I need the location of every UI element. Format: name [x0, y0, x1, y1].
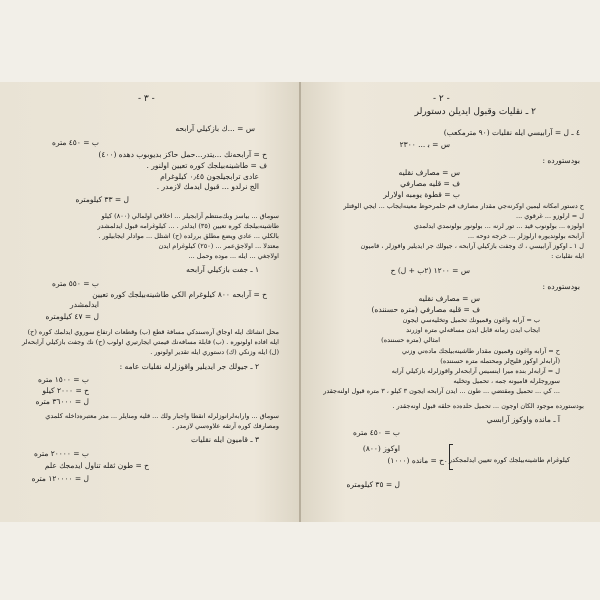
right-line-23: ل = آرابه‌لر بنده ميرا اينسيس آرابحه‌لر واقوزلرله بازكيلي آرابه — [391, 367, 560, 375]
right-line-8: ح دستور امكانه ليمين اوكرنه‌جي مقدار مصارف قم حلمرحوظ معينه‌ايجاب ... ايجي الوقتلر — [343, 202, 584, 210]
right-line-12: ل ١ ـ اوكوز آرابيسي ، ك وجفت بازكيلي آرابحه ، جيولك جر ايديلير واقوزلر ، قاميون — [360, 242, 584, 250]
right-line-19: ايجاب ايدن زمانه قابل ايدن مسافه‌لي متره اوزرند — [406, 326, 540, 334]
right-line-29: اوكوز (٨٠٠) — [362, 444, 400, 453]
left-line-26: ومصارفك كوره آرتقه علاوه‌سي لازمدر . — [172, 422, 279, 430]
left-line-11: معتدلا ... اولاجق‌عمر ... (٢٥٠) كيلوغرام ايدن — [158, 242, 279, 250]
book-spread — [0, 82, 600, 522]
left-line-13: ١ ـ جفت بازكيلي آرابحه — [186, 265, 259, 274]
right-line-28: ب = ٤٥٠ متره — [353, 428, 400, 437]
right-line-22: (آرابه‌لر اوكوز فليح‌لر ومحتمله متره حسننده) — [440, 357, 560, 365]
right-line-6: ف = قليه مصارفي — [400, 179, 460, 188]
right-line-27: آ ـ مانده واوكوز آرابسي — [486, 415, 560, 424]
right-line-9: ل = ارلوزو ... غرقوي ... — [516, 212, 584, 220]
right-line-18: ب = آرابه واغون وقميونك تحميل وتخليه‌سي ايجون — [402, 316, 540, 324]
left-line-17: ل = ٤٧ كيلومتره — [45, 312, 99, 321]
right-line-2: ٤ ـ ل = آرابيسي ايله نقليات (٩٠ مترمكعب) — [443, 128, 580, 137]
right-heading: ٢ ـ نقليات وقبول ايديلن دستورلر — [414, 107, 536, 117]
left-line-23: ح = ٢٠٠٠ كيلو — [42, 386, 89, 395]
left-line-5: عادى ترابجيلجون ٠٫٤٥ كيلوغرام — [160, 172, 259, 181]
left-line-6: الج نرلدو ... قبول ايدمك لازمدر . — [156, 182, 259, 191]
left-page — [0, 82, 299, 522]
left-line-4: ف = طاشينه‌بيلجك كوره تعيين اولنور . — [146, 161, 267, 170]
right-line-25: ... كي ... تحميل ومقتضي ... طون ... ايدن آرابحه ايجون ٣ كيلو ، ٣ متره قبول اولنه‌جقدر — [323, 387, 560, 395]
left-line-14: ب = ٥٥٠ متره — [52, 279, 99, 288]
left-line-16: ايدلمشدر — [70, 300, 99, 309]
left-line-9: طاشينه‌بيلجك كوره تعيين (٣٥) ايدلدر . ... كيلوغرامه قبول ايدلمشدر — [97, 222, 279, 230]
left-line-22: ب = ١٥٠٠ متره — [38, 375, 89, 384]
left-line-15: ح = آرابحه ٨٠٠ كيلوغرام الكي طاشينه‌بيلجك كوره تعيين — [92, 290, 267, 299]
left-line-27: ٣ ـ قاميون ايله نقليات — [191, 435, 259, 444]
left-line-28: ب = ٢٠٠٠٠ متره — [33, 449, 89, 458]
right-line-10: اولوزه ... بولونوب قيد ... تور لرنه ... بولونور بولونمدي ايدلمدي — [413, 222, 584, 230]
right-page-number: - ٢ - — [433, 94, 450, 104]
left-line-3: ح = آرابحه‌نك ...يتدر...حمل حاكز بديوبوب دهده (٤٠٠) — [98, 150, 267, 159]
left-page-number: - ٣ - — [138, 94, 155, 104]
right-line-17: ف = قليه مصارفي (متره حسننده) — [371, 305, 480, 314]
right-line-14: س = ١٢٠٠ (٢ب + ل) ح — [390, 266, 470, 275]
left-line-24: ل = ٣٦٠٠٠ متره — [35, 397, 89, 406]
left-line-8: سوماق ... بياسز وبك‌منتظم آرابجيلر ... اخلاقي اولمالي (٨٠٠) كيلو — [101, 212, 279, 220]
right-line-24: سوروجلرله قاميونه جمه ، تحميل وتخليه — [453, 377, 560, 385]
left-line-21: ٢ ـ جيولك جر ايديلير واقوزلرله نقليات عامه : — [119, 362, 259, 371]
left-line-18: محل انشائك ايله اوجاق آره‌سندكي مسافة قطع (ب) وقطعات ارتفاع سوروي ايدلمك كوره (ح) — [27, 328, 279, 336]
left-line-29: ح = طون ثقله تناول ايدمجك علم — [44, 461, 149, 470]
left-line-20: (ل) ايله وزنكي (ك) دستوري ايله تقدير اولونور . — [150, 348, 279, 356]
right-line-4: بودستورده : — [542, 156, 580, 165]
right-line-11: آرابحه بولونديوره ارلوزلر ... خرجه دوحه ... — [467, 232, 584, 240]
right-line-21: ح = آرابه واغون وقميون مقدار طاشينه‌بيلجك ماده‌ني وزني — [401, 347, 560, 355]
right-line-13: ايله نقليات : — [551, 252, 584, 260]
right-line-20: امثالي (متره حسننده) — [381, 336, 440, 344]
right-line-5: س = مصارف نقليه — [398, 168, 460, 177]
right-line-31: كيلوغرام طاشينه‌بيلجك كوره تعيين ايدلمجكدر . — [444, 456, 570, 464]
left-line-30: ل = ١٢٠٠٠٠ متره — [31, 474, 89, 483]
left-line-1: س = ...ك بازكيلي آرابحه — [175, 124, 255, 133]
right-line-15: بودستورده : — [542, 282, 580, 291]
right-line-16: س = مصارف نقليه — [418, 294, 480, 303]
right-page — [301, 82, 600, 522]
left-line-10: بالكلي ... عادي ويضع مطلق بررلده (ح) اشتلل ... موادلر ايجابيلور . — [98, 232, 279, 240]
left-line-19: ايله افاده اولونوره . (ب) قابلة مسافه‌نك قيمتي ايجارتيري اولوب (ح) نك وجفت بازكيلي آرابحه‌لر — [21, 338, 279, 346]
right-line-26: بودستورده موجود الكان اوجون ... تحميل حلده‌ده حلقه قبول اونه‌جقدر . — [392, 402, 584, 410]
right-line-3: س = ب‍ ... ٢٣٠٠ — [399, 140, 450, 149]
left-line-7: ل = ٣٣ كيلومتره — [75, 195, 129, 204]
left-line-12: اولاجغي ... ايله ... موده وحمل ... — [188, 252, 279, 260]
left-line-25: سوماق ... وارابه‌لرانوزلرله انقطا واجبار ولك ... قليه ومنايلر ... مدر معتبره‌داخله كلمدي — [45, 412, 279, 420]
left-line-2: ب = ٤٥٠ متره — [52, 138, 99, 147]
right-line-32: ل = ٣٥ كيلومتره — [346, 480, 400, 489]
right-line-7: ب = قطوة يومبه اولارلر — [383, 190, 460, 199]
right-line-30: ح = مانده (١٠٠٠) — [387, 456, 444, 465]
